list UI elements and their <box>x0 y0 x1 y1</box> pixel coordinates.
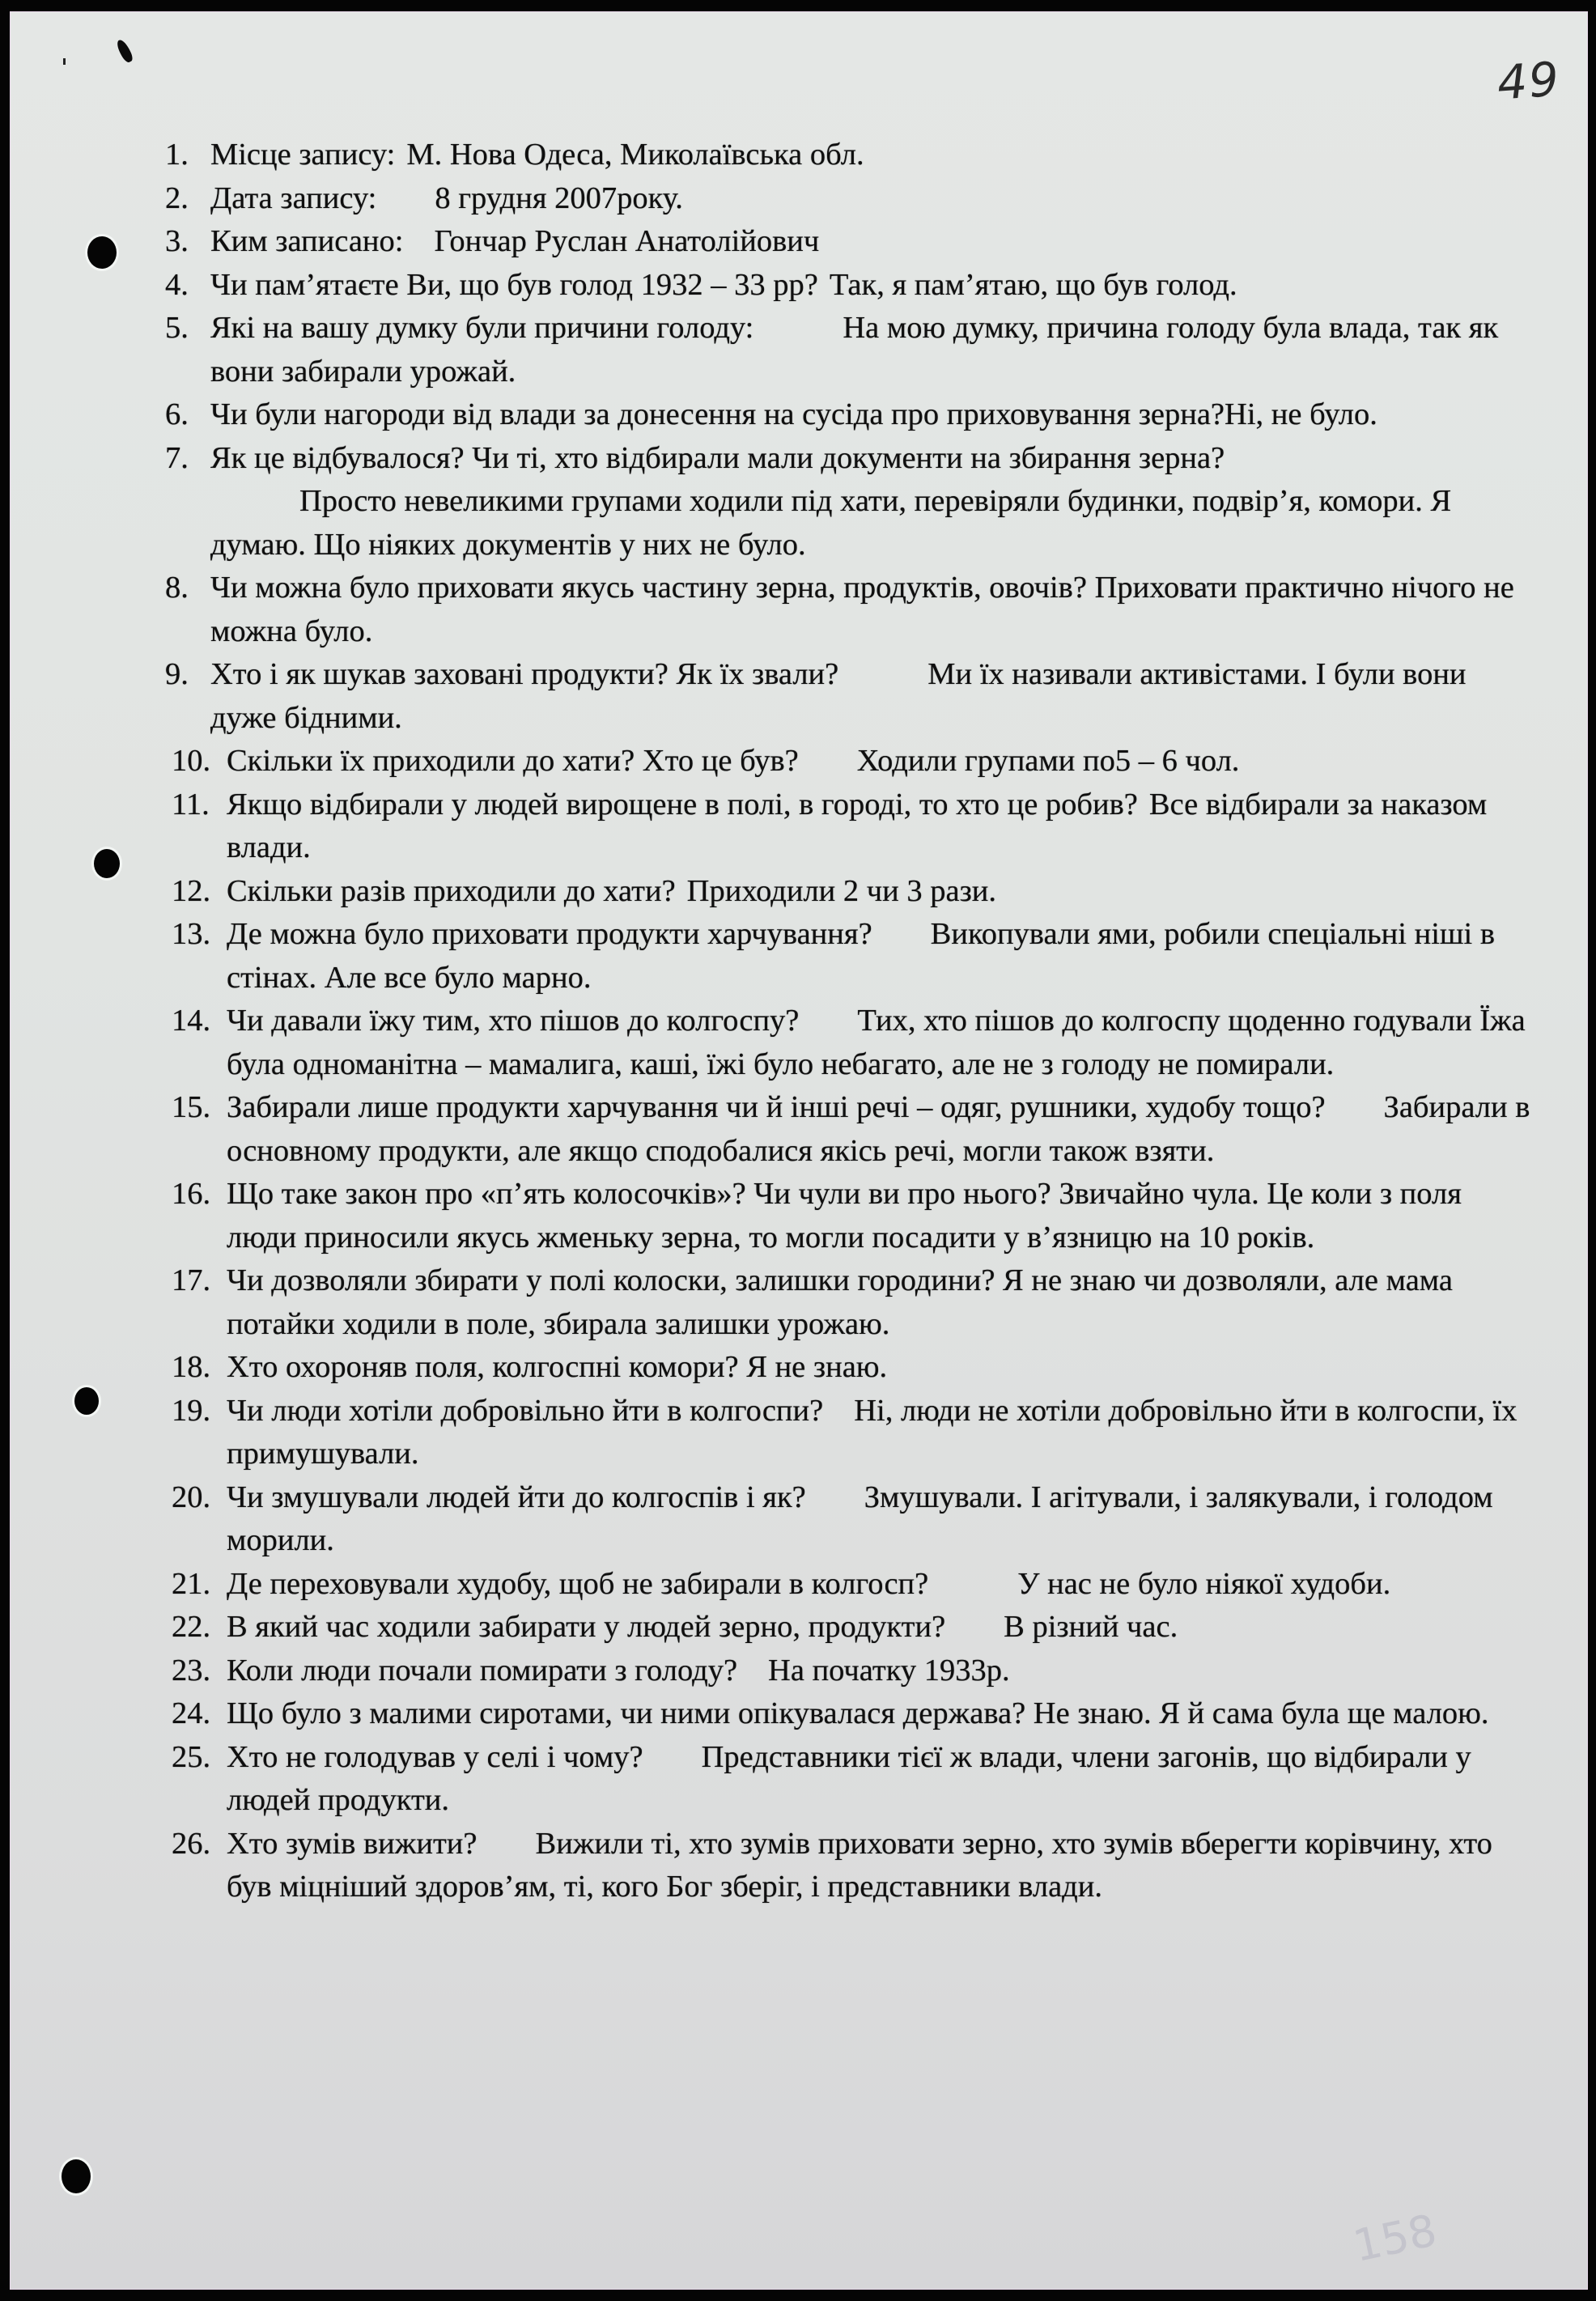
list-item <box>165 307 1533 393</box>
list-item <box>165 1823 1533 1909</box>
list-item <box>165 1000 1533 1086</box>
item-number: 10. <box>172 744 211 778</box>
item-answer: На мою думку, причина голоду була влада, так як вони забирали урожай. <box>210 311 1499 388</box>
handwritten-page-number: 49 <box>1495 51 1563 111</box>
item-number: 5. <box>165 311 189 345</box>
item-number: 6. <box>165 397 189 431</box>
item-answer: Все відбирали за наказом влади. <box>227 787 1488 864</box>
item-question: Ким записано: <box>210 224 404 258</box>
item-answer: Ні, не було. <box>1225 397 1377 431</box>
item-question: Хто зумів вижити? <box>227 1826 478 1861</box>
item-question: В який час ходили забирати у людей зерно, продукти? <box>227 1610 946 1644</box>
item-answer: На початку 1933р. <box>768 1653 1010 1688</box>
ink-speck <box>115 38 135 64</box>
list-item <box>165 913 1533 1000</box>
list-item <box>165 1173 1533 1259</box>
item-number: 16. <box>172 1177 211 1211</box>
item-number: 20. <box>172 1480 211 1514</box>
item-answer: Просто невеликими групами ходили під хати, перевіряли будинки, подвір’я, комори. Я думаю. Що ніяких документів у них не було. <box>210 484 1452 562</box>
item-answer: Я не знаю чи дозволяли, але мама потайки ходили в поле, збирала залишки урожаю. <box>227 1263 1453 1341</box>
list-item <box>165 783 1533 870</box>
item-number: 2. <box>165 180 189 215</box>
item-question: Чи дозволяли збирати у полі колоски, залишки городини? <box>227 1263 995 1297</box>
item-number: 3. <box>165 224 189 258</box>
punch-hole <box>74 1387 99 1415</box>
list-item <box>165 1346 1533 1390</box>
item-answer: Приховати практично нічого не можна було. <box>210 571 1514 648</box>
list-item <box>165 1086 1533 1173</box>
item-number: 22. <box>172 1610 211 1644</box>
item-number: 26. <box>172 1826 211 1861</box>
item-number: 19. <box>172 1393 211 1428</box>
item-number: 24. <box>172 1696 211 1730</box>
item-answer: 8 грудня 2007року. <box>435 180 683 215</box>
item-number: 12. <box>172 873 211 908</box>
item-answer: Вижили ті, хто зумів приховати зерно, хто зумів вберегти корівчину, хто був міцніший здоров’ям, ті, кого Бог зберіг, і представники влади. <box>227 1826 1492 1904</box>
list-item <box>165 1390 1533 1476</box>
item-question: Чи були нагороди від влади за донесення на сусіда про приховування зерна? <box>210 397 1225 431</box>
list-item <box>165 653 1533 740</box>
faint-pencil-mark: 158 <box>1348 2204 1441 2273</box>
item-number: 25. <box>172 1739 211 1774</box>
item-answer: Ходили групами по5 – 6 чол. <box>856 744 1240 778</box>
item-question: Хто не голодував у селі і чому? <box>227 1739 643 1774</box>
item-question: Якщо відбирали у людей вирощене в полі, в городі, то хто це робив? <box>227 787 1138 821</box>
list-item <box>165 870 1533 914</box>
item-question: Які на вашу думку були причини голоду: <box>210 311 754 345</box>
item-answer: Звичайно чула. Це коли з поля люди приносили якусь жменьку зерна, то могли посадити у в’язницю на 10 років. <box>227 1177 1462 1255</box>
ink-speck-small <box>63 58 66 65</box>
item-question: Чи змушували людей йти до колгоспів і як? <box>227 1480 806 1514</box>
item-question: Хто охороняв поля, колгоспні комори? <box>227 1350 739 1384</box>
item-answer: М. Нова Одеса, Миколаївська обл. <box>406 138 864 172</box>
item-question: Що таке закон про «п’ять колосочків»? Чи чули ви про нього? <box>227 1177 1051 1211</box>
item-question: Чи люди хотіли добровільно йти в колгоспи? <box>227 1393 824 1428</box>
punch-hole <box>94 849 120 878</box>
item-number: 17. <box>172 1263 211 1297</box>
punch-hole <box>87 236 117 269</box>
item-question: Забирали лише продукти харчування чи й інші речі – одяг, рушники, худобу тощо? <box>227 1090 1326 1124</box>
item-answer: Не знаю. Я й сама була ще малою. <box>1033 1696 1489 1730</box>
list-item <box>165 1606 1533 1649</box>
item-answer: Так, я пам’ятаю, що був голод. <box>829 267 1237 302</box>
item-number: 7. <box>165 440 189 475</box>
list-item <box>165 177 1533 221</box>
questionnaire-list <box>165 134 1533 1909</box>
item-answer: Ні, люди не хотіли добровільно йти в колгоспи, їх примушували. <box>227 1393 1517 1471</box>
item-question: Чи давали їжу тим, хто пішов до колгоспу? <box>227 1004 800 1038</box>
item-number: 13. <box>172 917 211 951</box>
item-answer: У нас не було ніякої худоби. <box>1017 1566 1391 1601</box>
item-question: Чи пам’ятаєте Ви, що був голод 1932 – 33 рр? <box>210 267 818 302</box>
list-item <box>165 1259 1533 1346</box>
item-number: 15. <box>172 1090 211 1124</box>
item-answer: Приходили 2 чи 3 рази. <box>686 873 997 908</box>
item-answer: Забирали в основному продукти, але якщо сподобалися якісь речі, могли також взяти. <box>227 1090 1530 1168</box>
item-number: 18. <box>172 1350 211 1384</box>
item-number: 9. <box>165 657 189 691</box>
list-item <box>165 264 1533 308</box>
list-item <box>165 1563 1533 1607</box>
item-question: Дата запису: <box>210 180 377 215</box>
item-number: 4. <box>165 267 189 302</box>
list-item <box>165 740 1533 783</box>
item-question: Що було з малими сиротами, чи ними опікувалася держава? <box>227 1696 1026 1730</box>
item-question: Де можна було приховати продукти харчування? <box>227 917 872 951</box>
list-item <box>165 1476 1533 1563</box>
item-question: Як це відбувалося? Чи ті, хто відбирали мали документи на збирання зерна? <box>210 440 1225 475</box>
list-item <box>165 567 1533 653</box>
item-answer: В різний час. <box>1004 1610 1178 1644</box>
item-answer: Гончар Руслан Анатолійович <box>434 224 820 258</box>
list-item <box>165 437 1533 567</box>
item-question: Хто і як шукав заховані продукти? Як їх звали? <box>210 657 839 691</box>
item-number: 1. <box>165 138 189 172</box>
item-number: 8. <box>165 571 189 605</box>
item-answer: Представники тієї ж влади, члени загонів, що відбирали у людей продукти. <box>227 1739 1471 1817</box>
list-item <box>165 1692 1533 1736</box>
item-answer: Змушували. І агітували, і залякували, і голодом морили. <box>227 1480 1493 1557</box>
list-item <box>165 220 1533 264</box>
list-item <box>165 1649 1533 1693</box>
item-question: Чи можна було приховати якусь частину зерна, продуктів, овочів? <box>210 571 1087 605</box>
list-item <box>165 134 1533 177</box>
item-answer: Викопували ями, робили спеціальні ніші в стінах. Але все було марно. <box>227 917 1496 995</box>
list-item <box>165 393 1533 437</box>
item-number: 23. <box>172 1653 211 1688</box>
item-question: Де переховували худобу, щоб не забирали в колгосп? <box>227 1566 929 1601</box>
punch-hole <box>62 2159 91 2193</box>
item-question: Місце запису: <box>210 138 396 172</box>
item-question: Скільки їх приходили до хати? Хто це був? <box>227 744 799 778</box>
item-number: 21. <box>172 1566 211 1601</box>
item-answer: Ми їх називали активістами. І були вони дуже бідними. <box>210 657 1467 735</box>
item-answer: Я не знаю. <box>746 1350 888 1384</box>
item-question: Коли люди почали помирати з голоду? <box>227 1653 738 1688</box>
item-number: 14. <box>172 1004 211 1038</box>
item-number: 11. <box>172 787 210 821</box>
item-answer: Тих, хто пішов до колгоспу щоденно годували Їжа була одноманітна – мамалига, каші, їжі було небагато, але не з голоду не помирали. <box>227 1004 1526 1081</box>
item-question: Скільки разів приходили до хати? <box>227 873 676 908</box>
list-item <box>165 1736 1533 1823</box>
